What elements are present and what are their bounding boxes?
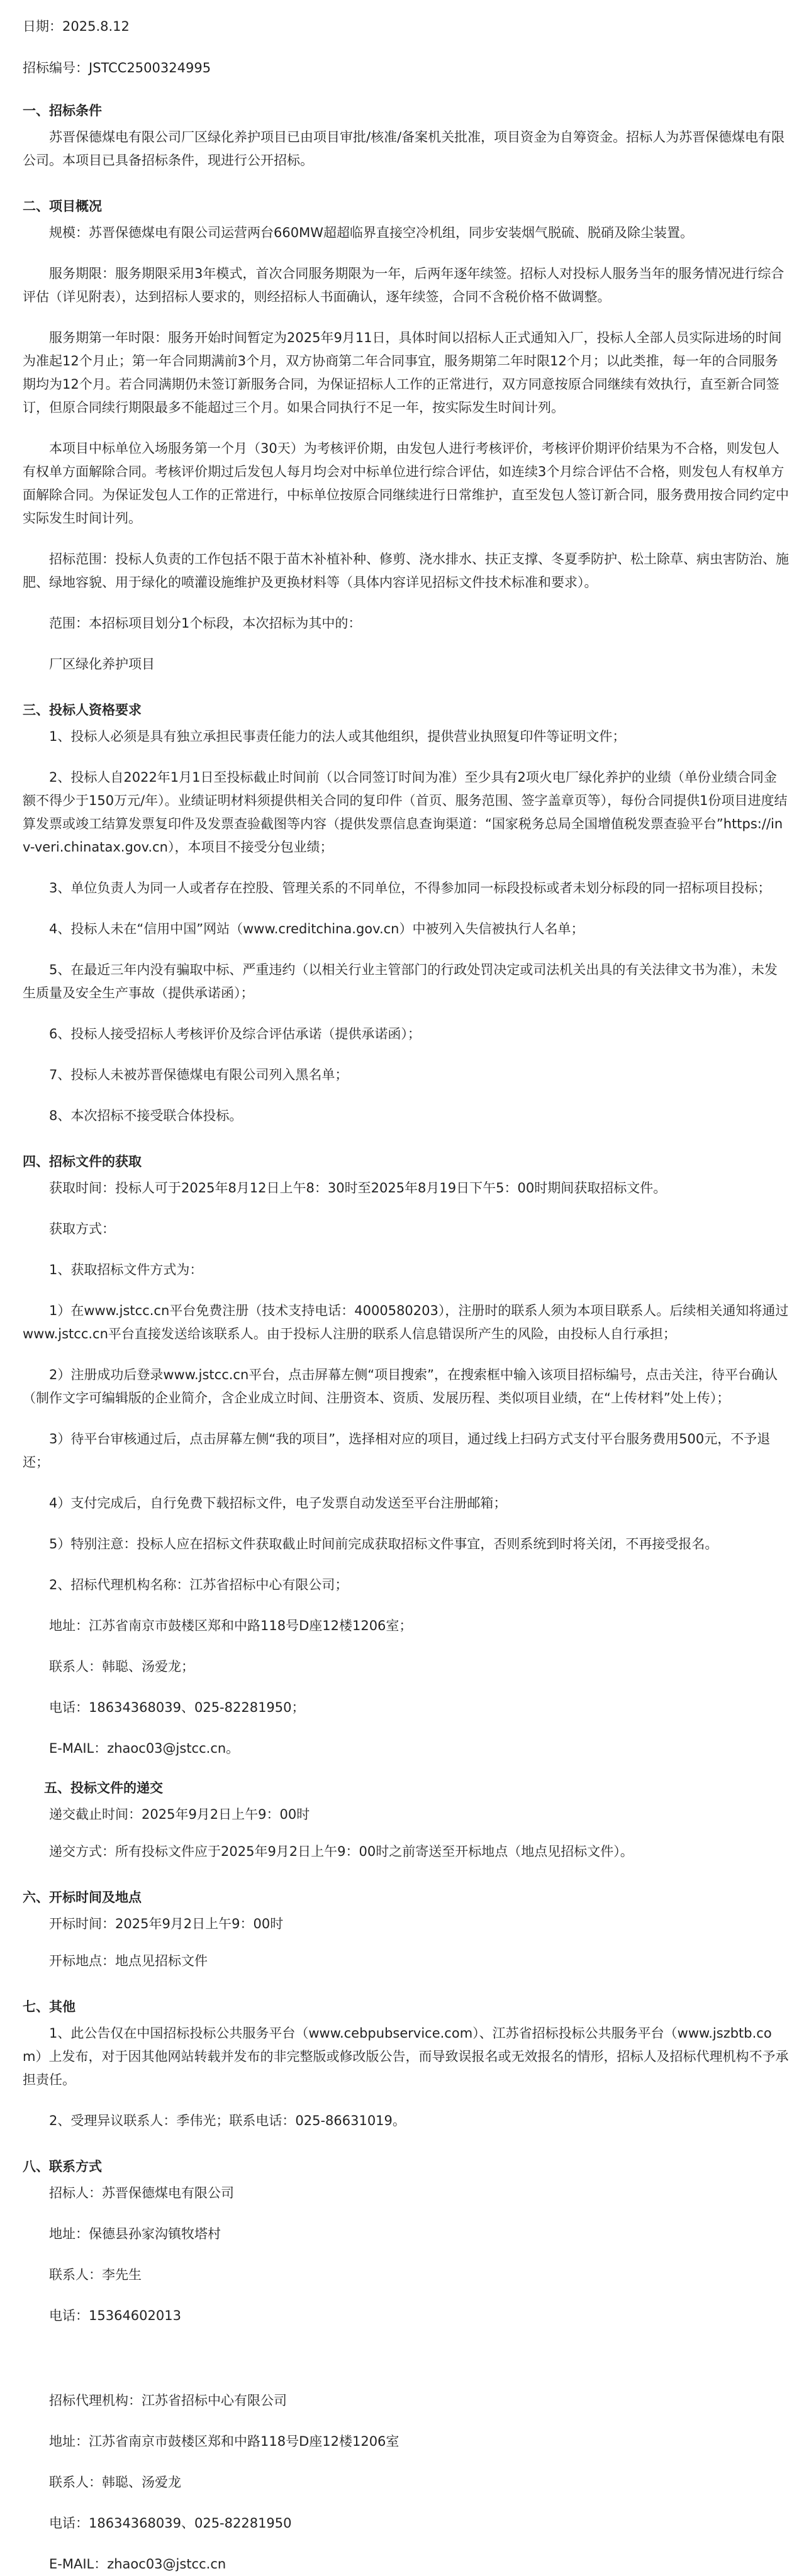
- section-title-overview: 二、项目概况: [23, 199, 102, 214]
- paragraph: 地址：江苏省南京市鼓楼区郑和中路118号D座12楼1206室；: [49, 1618, 413, 1633]
- contact-email: E-MAIL：zhaoc03@jstcc.cn: [49, 2557, 226, 2572]
- paragraph: 厂区绿化养护项目: [49, 657, 155, 672]
- paragraph: 获取方式：: [49, 1221, 115, 1236]
- paragraph: 苏晋保德煤电有限公司厂区绿化养护项目已由项目审批/核准/备案机关批准，项目资金为自筹资金。招标人为苏晋保德煤电有限公司。本项目已具备招标条件，现进行公开招标。: [23, 130, 785, 168]
- paragraph: 递交方式：所有投标文件应于2025年9月2日上午9：00时之前寄送至开标地点（地点见招标文件）。: [49, 1844, 634, 1859]
- paragraph: 联系人：韩聪、汤爱龙；: [49, 1659, 194, 1674]
- contact-address: 地址：保德县孙家沟镇牧塔村: [49, 2226, 221, 2241]
- contact-person: 联系人：李先生: [49, 2267, 142, 2282]
- paragraph: 范围：本招标项目划分1个标段，本次招标为其中的：: [49, 616, 362, 631]
- contact-tenderer: 招标人：苏晋保德煤电有限公司: [49, 2185, 234, 2201]
- section-title-other: 七、其他: [23, 1999, 75, 2014]
- paragraph: 本项目中标单位入场服务第一个月（30天）为考核评价期，由发包人进行考核评价，考核评价期评价结果为不合格，则发包人有权单方面解除合同。考核评价期过后发包人每月均会对中标单位进行综合评估，如连续3个月综合评估不合格，则发包人有权单方面解除合同。为保证发包人工作的正常进行，中标单位按原合同继续进行日常维护，直至发包人签订新合同，服务费用按合同约定中实际发生时间计列。: [23, 441, 789, 526]
- spacer: [23, 2345, 789, 2389]
- contact-phone: 电话：18634368039、025-82281950: [49, 2516, 292, 2531]
- contact-phone: 电话：15364602013: [49, 2308, 181, 2323]
- section-title-conditions: 一、招标条件: [23, 103, 102, 118]
- paragraph: 1、此公告仅在中国招标投标公共服务平台（www.cebpubservice.com）、江苏省招标投标公共服务平台（www.jszbtb.com）上发布，对于因其他网站转载并发布的非完整版或修改版公告，而导致误报名或无效报名的情形，招标人及招标代理机构不予承担责任。: [23, 2026, 789, 2087]
- list-item: 2、投标人自2022年1月1日至投标截止时间前（以合同签订时间为准）至少具有2项火电厂绿化养护的业绩（单份业绩合同金额不得少于150万元/年）。业绩证明材料须提供相关合同的复印件（首页、服务范围、签字盖章页等），每份合同提供1份项目进度结算发票或竣工结算发票复印件及发票查验截图等内容（提供发票信息查询渠道：“国家税务总局全国增值税发票查验平台”https://inv-veri.chinatax.gov.cn），本项目不接受分包业绩；: [23, 770, 788, 855]
- list-item: 6、投标人接受招标人考核评价及综合评估承诺（提供承诺函）；: [49, 1026, 421, 1041]
- paragraph: 递交截止时间：2025年9月2日上午9：00时: [49, 1807, 310, 1822]
- paragraph: 2、受理异议联系人：季伟光；联系电话：025-86631019。: [49, 2113, 406, 2128]
- paragraph: 电话：18634368039、025-82281950；: [49, 1700, 305, 1715]
- announcement-date: 日期：2025.8.12: [23, 19, 130, 34]
- section-title-opening: 六、开标时间及地点: [23, 1890, 142, 1905]
- paragraph: 2）注册成功后登录www.jstcc.cn平台，点击屏幕左侧“项目搜索”，在搜索框中输入该项目招标编号，点击关注，待平台确认（制作文字可编辑版的企业简介，含企业成立时间、注册资本、资质、发展历程、类似项目业绩，在“上传材料”处上传）；: [23, 1367, 778, 1406]
- list-item: 8、本次招标不接受联合体投标。: [49, 1108, 243, 1123]
- paragraph: 5）特别注意：投标人应在招标文件获取截止时间前完成获取招标文件事宜，否则系统到时将关闭，不再接受报名。: [49, 1536, 718, 1552]
- section-title-contact: 八、联系方式: [23, 2159, 102, 2174]
- section-title-obtain-documents: 四、招标文件的获取: [23, 1154, 142, 1169]
- paragraph: 开标时间：2025年9月2日上午9：00时: [49, 1916, 284, 1931]
- contact-address: 地址：江苏省南京市鼓楼区郑和中路118号D座12楼1206室: [49, 2434, 399, 2449]
- list-item: 5、在最近三年内没有骗取中标、严重违约（以相关行业主管部门的行政处罚决定或司法机关出具的有关法律文书为准），未发生质量及安全生产事故（提供承诺函）；: [23, 962, 778, 1001]
- tender-number: 招标编号：JSTCC2500324995: [23, 60, 211, 75]
- contact-agency: 招标代理机构：江苏省招标中心有限公司: [49, 2393, 287, 2408]
- list-item: 3、单位负责人为同一人或者存在控股、管理关系的不同单位，不得参加同一标段投标或者未划分标段的同一招标项目投标；: [49, 880, 771, 896]
- paragraph: 服务期限：服务期限采用3年模式，首次合同服务期限为一年，后两年逐年续签。招标人对投标人服务当年的服务情况进行综合评估（详见附表），达到招标人要求的，则经招标人书面确认，逐年续签，合同不含税价格不做调整。: [23, 266, 784, 304]
- list-item: 4、投标人未在“信用中国”网站（www.creditchina.gov.cn）中被列入失信被执行人名单；: [49, 921, 584, 936]
- section-title-qualifications: 三、投标人资格要求: [23, 702, 142, 718]
- paragraph: 获取时间：投标人可于2025年8月12日上午8：30时至2025年8月19日下午5：00时期间获取招标文件。: [49, 1180, 667, 1196]
- section-title-submission: 五、投标文件的递交: [44, 1780, 163, 1796]
- paragraph: 1、获取招标文件方式为：: [49, 1262, 203, 1277]
- contact-person: 联系人：韩聪、汤爱龙: [49, 2475, 181, 2490]
- paragraph: 4）支付完成后，自行免费下载招标文件，电子发票自动发送至平台注册邮箱；: [49, 1496, 507, 1511]
- paragraph: E-MAIL：zhaoc03@jstcc.cn。: [49, 1741, 240, 1756]
- paragraph: 招标范围：投标人负责的工作包括不限于苗木补植补种、修剪、浇水排水、扶正支撑、冬夏季防护、松土除草、病虫害防治、施肥、绿地容貌、用于绿化的喷灌设施维护及更换材料等（具体内容详见招标文件技术标准和要求）。: [23, 552, 789, 590]
- paragraph: 3）待平台审核通过后，点击屏幕左侧“我的项目”，选择相对应的项目，通过线上扫码方式支付平台服务费用500元，不予退还；: [23, 1431, 771, 1470]
- list-item: 1、投标人必须是具有独立承担民事责任能力的法人或其他组织，提供营业执照复印件等证明文件；: [49, 729, 626, 744]
- paragraph: 服务期第一年时限：服务开始时间暂定为2025年9月11日，具体时间以招标人正式通知入厂，投标人全部人员实际进场的时间为准起12个月止；第一年合同期满前3个月，双方协商第二年合同事宜，服务期第二年时限12个月；以此类推，每一年的合同服务期均为12个月。若合同满期仍未签订新服务合同，为保证招标人工作的正常进行，双方同意按原合同继续有效执行，直至新合同签订，但原合同续行期限最多不能超过三个月。如果合同执行不足一年，按实际发生时间计列。: [23, 330, 782, 415]
- paragraph: 2、招标代理机构名称：江苏省招标中心有限公司；: [49, 1577, 349, 1592]
- paragraph: 1）在www.jstcc.cn平台免费注册（技术支持电话：4000580203），注册时的联系人须为本项目联系人。后续相关通知将通过www.jstcc.cn平台直接发送给该联系人。由于投标人注册的联系人信息错误所产生的风险，由投标人自行承担；: [23, 1303, 789, 1341]
- paragraph: 开标地点：地点见招标文件: [49, 1953, 208, 1968]
- paragraph: 规模：苏晋保德煤电有限公司运营两台660MW超超临界直接空冷机组，同步安装烟气脱硫、脱硝及除尘装置。: [49, 225, 693, 240]
- list-item: 7、投标人未被苏晋保德煤电有限公司列入黑名单；: [49, 1067, 349, 1082]
